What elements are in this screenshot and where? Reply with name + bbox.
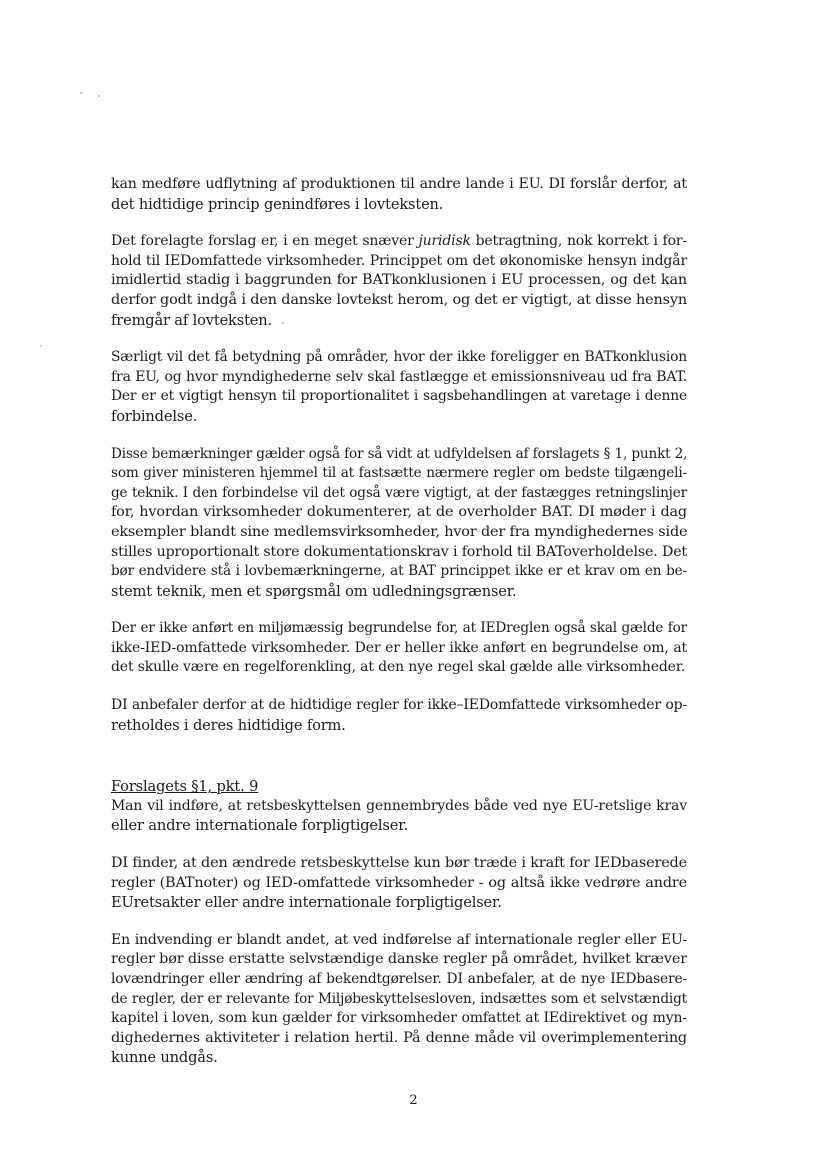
scan-speck — [40, 345, 42, 347]
paragraph-2 — [111, 232, 687, 330]
text-line: de regler, der er relevante for Miljøbeskyttelsesloven, indsættes som et selvstændigt — [111, 990, 687, 1007]
text-line: regler (BATnoter) og IED-omfattede virksomheder - og altså ikke vedrøre andre — [111, 874, 687, 891]
text-line: kunne undgås. — [111, 1049, 218, 1067]
text-line: lovændringer eller ændring af bekendtgørelser. DI anbefaler, at de nye IEDbasere- — [111, 971, 687, 987]
text-line: for, hvordan virksomheder dokumenterer, at de overholder BAT. DI møder i dag — [111, 504, 687, 521]
text-line: det skulle være en regelforenkling, at den nye regel skal gælde alle virksomheder. — [111, 659, 686, 676]
text-line: stemt teknik, men et spørgsmål om udledningsgrænser. — [111, 582, 517, 600]
italic-term: juridisk — [418, 233, 471, 250]
paragraph-6 — [111, 696, 687, 735]
paragraph-1 — [111, 175, 687, 214]
paragraph-3 — [111, 348, 687, 426]
text-line: ge teknik. I den forbindelse vil det også være vigtigt, at der fastægges retningslinjer — [111, 484, 687, 501]
text-line — [111, 232, 687, 252]
text-line: fremgår af lovteksten. — [111, 311, 273, 329]
text-line: Der er ikke anført en miljømæssig begrundelse for, at IEDreglen også skal gælde for — [111, 620, 687, 637]
text-line: regler bør disse erstatte selvstændige danske regler på området, hvilket kræver — [111, 951, 687, 968]
text-line: dighedernes aktiviteter i relation hertil. På denne måde vil overimplementering — [111, 1029, 687, 1046]
text-line: som giver ministeren hjemmel til at fastsætte nærmere regler om bedste tilgængeli- — [111, 465, 687, 482]
text-line: DI anbefaler derfor at de hidtidige regler for ikke–IEDomfattede virksomheder op- — [111, 697, 687, 714]
text-line: retholdes i deres hidtidige form. — [111, 716, 346, 734]
text-line: stilles uproportionalt store dokumentationskrav i forhold til BAToverholdelse. Det — [111, 543, 687, 560]
text-line: det hidtidige princip genindføres i lovteksten. — [111, 195, 444, 213]
paragraph-4 — [111, 445, 687, 602]
text-line: imidlertid stadig i baggrunden for BATkonklusionen i EU processen, og det kan — [111, 272, 687, 289]
text-line: derfor godt indgå i den danske lovtekst herom, og det er vigtigt, at disse hensyn — [111, 291, 687, 308]
text-line: hold til IEDomfattede virksomheder. Princippet om det økonomiske hensyn indgår — [111, 252, 687, 269]
text-line: EUretsakter eller andre internationale forpligtigelser. — [111, 894, 502, 912]
section-paragraph-2 — [111, 854, 687, 913]
text-run: betragtning, nok korrekt i for- — [470, 233, 687, 250]
text-line: kapitel i loven, som kun gælder for virksomheder omfattet at IEdirektivet og myn- — [111, 1010, 687, 1027]
page-number: 2 — [409, 1093, 418, 1108]
text-line: En indvending er blandt andet, at ved indførelse af internationale regler eller EU- — [111, 931, 687, 948]
scan-speck — [98, 95, 100, 97]
text-line: eller andre internationale forpligtigelser. — [111, 817, 408, 835]
section-heading: Forslagets §1, pkt. 9 — [111, 778, 259, 796]
text-line: fra EU, og hvor myndighederne selv skal fastlægge et emissionsniveau ud fra BAT. — [111, 368, 687, 385]
section-paragraph-3 — [111, 931, 687, 1068]
text-line: eksempler blandt sine medlemsvirksomheder, hvor der fra myndighedernes side — [111, 523, 688, 540]
document-body — [111, 175, 687, 1068]
paragraph-5 — [111, 619, 687, 678]
text-line: forbindelse. — [111, 407, 198, 425]
text-line: Der er et vigtigt hensyn til proportionalitet i sagsbehandlingen at varetage i denne — [111, 388, 687, 405]
text-line: Disse bemærkninger gælder også for så vidt at udfyldelsen af forslagets § 1, punkt 2, — [111, 445, 688, 462]
text-line: ikke-IED-omfattede virksomheder. Der er heller ikke anført en begrundelse om, at — [111, 639, 687, 656]
section-paragraph-1 — [111, 777, 687, 836]
text-line: kan medføre udflytning af produktionen til andre lande i EU. DI forslår derfor, at — [111, 176, 687, 192]
scan-speck — [80, 92, 82, 94]
text-line: Særligt vil det få betydning på områder, hvor der ikke foreligger en BATkonklusion — [111, 349, 687, 366]
text-line: bør endvidere stå i lovbemærkningerne, at BAT princippet ikke er et krav om en be- — [111, 563, 687, 580]
text-line: Man vil indføre, at retsbeskyttelsen gennembrydes både ved nye EU-retslige krav — [111, 797, 687, 814]
text-run: Det forelagte forslag er, i en meget snæver — [111, 233, 419, 250]
text-line: DI finder, at den ændrede retsbeskyttelse kun bør træde i kraft for IEDbaserede — [111, 855, 687, 872]
